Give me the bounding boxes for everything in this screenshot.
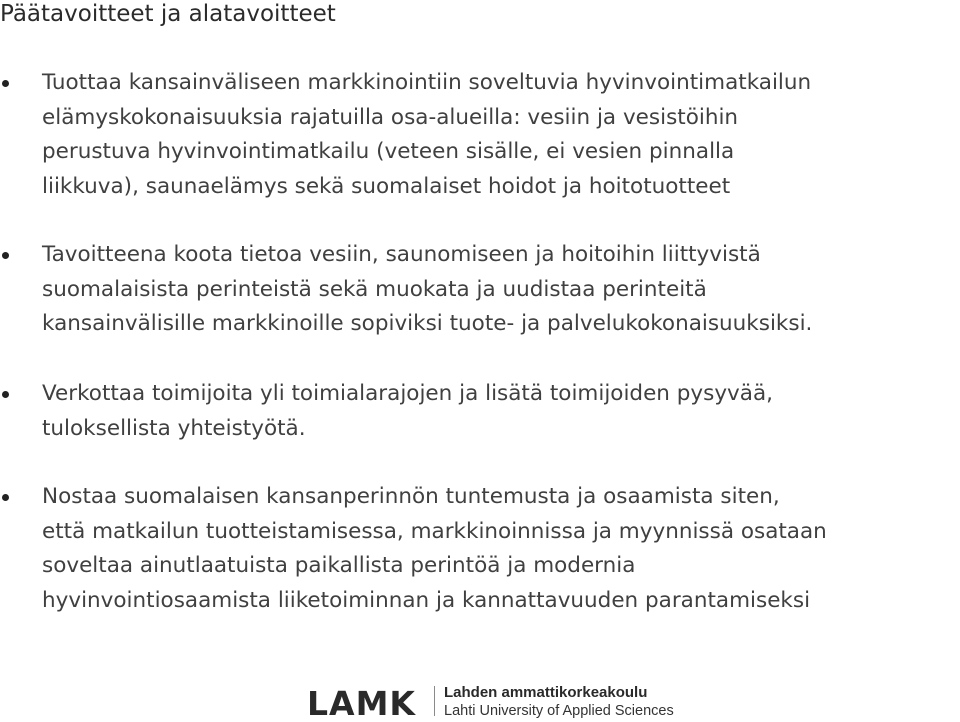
bullet-text: [42, 480, 960, 619]
bullet-dot-icon: [2, 80, 9, 87]
text-line: Tuottaa kansainväliseen markkinointiin soveltuvia hyvinvointimatkailun: [42, 70, 812, 95]
logo-mark: LAMK: [307, 684, 416, 722]
text-line: perustuva hyvinvointimatkailu (veteen sisälle, ei vesien pinnalla: [42, 139, 735, 165]
page-title: Päätavoitteet ja alatavoitteet: [0, 1, 336, 27]
text-line: Verkottaa toimijoita yli toimialarajojen ja lisätä toimijoiden pysyvää,: [42, 381, 773, 406]
org-name-fi: Lahden ammattikorkeakoulu: [444, 684, 648, 701]
bullet-dot-icon: [2, 494, 9, 501]
text-line: että matkailun tuotteistamisessa, markkinoinnissa ja myynnissä osataan: [42, 518, 827, 544]
bullet-text: [42, 66, 960, 205]
logo-divider: [434, 686, 435, 716]
text-line: soveltaa ainutlaatuista paikallista perintöä ja modernia: [42, 553, 636, 579]
bullet-dot-icon: [2, 252, 9, 259]
text-line: liikkuva), saunaelämys sekä suomalaiset hoidot ja hoitotuotteet: [42, 174, 731, 200]
text-line: tuloksellista yhteistyötä.: [42, 415, 306, 441]
text-line: hyvinvointiosaamista liiketoiminnan ja kannattavuuden parantamiseksi: [42, 588, 811, 614]
bullet-text: [42, 238, 960, 342]
bullet-text: [42, 377, 960, 446]
text-line: Tavoitteena koota tietoa vesiin, saunomiseen ja hoitoihin liittyvistä: [42, 242, 761, 267]
org-name-en: Lahti University of Applied Sciences: [444, 703, 674, 719]
text-line: kansainvälisille markkinoille sopiviksi tuote- ja palvelukokonaisuuksiksi.: [42, 311, 813, 337]
text-line: elämyskokonaisuuksia rajatuilla osa-alueilla: vesiin ja vesistöihin: [42, 104, 739, 130]
bullet-dot-icon: [2, 391, 9, 398]
text-line: suomalaisista perinteistä sekä muokata ja uudistaa perinteitä: [42, 276, 707, 302]
text-line: Nostaa suomalaisen kansanperinnön tuntemusta ja osaamista siten,: [42, 484, 780, 509]
